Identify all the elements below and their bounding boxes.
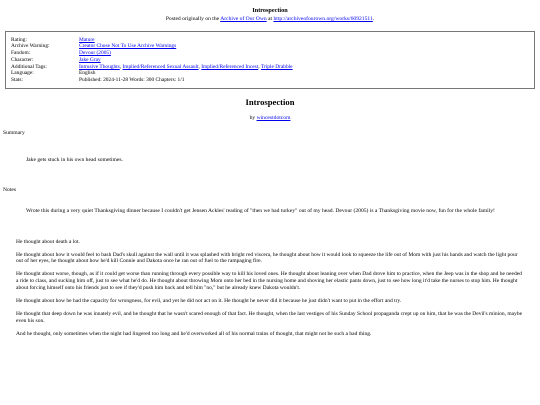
archive-link[interactable]: Archive of Our Own xyxy=(220,15,267,22)
story-paragraph: He thought about how it would feel to bash Dad's skull against the wall until it was splashed with bright red viscera, he thought about how it would look to squeeze the life out of Mom with just his hands and watch the light pour out of her eyes, he thought about how he'd kill Connie and Dakota once he ran out of fuel to the rampaging fire. xyxy=(16,251,518,265)
tag-link[interactable]: Intrusive Thoughts xyxy=(79,63,120,70)
byline xyxy=(0,115,540,122)
work-meta-box xyxy=(5,31,535,89)
tag-link[interactable]: Implied/Referenced Incest xyxy=(201,63,259,70)
author-link[interactable]: wincestdotcom xyxy=(256,114,291,121)
warning-label: Archive Warning: xyxy=(11,43,50,50)
character-label: Character: xyxy=(11,56,34,63)
story-paragraph: He thought about how he had the capacity for wrongness, for evil, and yet he did not act on it. He thought he never did it because he just didn't want to put in the effort and try. xyxy=(16,297,402,304)
meta-character-row xyxy=(6,57,534,64)
posted-suffix: . xyxy=(372,15,375,22)
tag-link[interactable]: Implied/Referenced Sexual Assault xyxy=(122,63,199,70)
character-link[interactable]: Jake Gray xyxy=(79,56,101,63)
stats-label: Stats: xyxy=(11,77,23,84)
stats-value: Published: 2024-11-28 Words: 300 Chapters: 1/1 xyxy=(79,77,185,84)
story-paragraph: He thought that deep down he was innately evil, and he thought that he wasn't scared enough of that fact. He thought, when the last vestiges of his Sunday School propaganda crept up on him, that he was the Devil's minion, maybe even his son. xyxy=(16,310,523,324)
language-label: Language: xyxy=(11,70,34,77)
story-body xyxy=(0,239,540,338)
rating-label: Rating: xyxy=(11,36,27,43)
warning-link[interactable]: Creator Chose Not To Use Archive Warnings xyxy=(79,43,177,50)
posted-mid: at xyxy=(266,15,274,22)
fandom-link[interactable]: Devour (2005) xyxy=(79,50,111,57)
story-paragraph: He thought about worse, though, as if it could get worse than running through every possible way to kill his loved ones. He thought about leaning over when Dad drove him to practice, when the Jeep was in the shop and he needed a ride to class, and sucking him off, just to see what he'd do. He thought about throwing Mom onto her bed in the nursing home and shoving her elastic pants down, just to see how long it'd take the nurses to stop him. He thought about forcing himself onto his friends just to see if they'd push him back and tell him "no," but he already knew Dakota wouldn't. xyxy=(16,271,522,292)
meta-fandom-row xyxy=(6,50,534,57)
meta-language-row xyxy=(6,70,534,77)
summary-text: Jake gets stuck in his own head sometimes. xyxy=(26,156,123,163)
summary-heading: Summary xyxy=(3,129,25,136)
rating-link[interactable]: Mature xyxy=(79,36,95,43)
document-header xyxy=(0,0,540,23)
notes-text: Wrote this during a very quiet Thanksgiving dinner because I couldn't get Jensen Ackles' reading of "then we had turkey" out of my head. Devour (2005) is a Thanksgiving movie now, fun for the whole family! xyxy=(26,207,495,214)
header-title: Introspection xyxy=(252,7,288,14)
meta-rating-row xyxy=(6,37,534,44)
story-paragraph: And he thought, only sometimes when the night had lingered too long and he'd overworked all of his normal trains of thought, that might not be such a bad thing. xyxy=(16,330,372,337)
work-title: Introspection xyxy=(245,96,295,107)
story-paragraph: He thought about death a lot. xyxy=(16,238,80,245)
byline-prefix: by xyxy=(249,114,257,121)
posted-line xyxy=(0,16,540,23)
meta-stats-row xyxy=(6,77,534,84)
tags-label: Additional Tags: xyxy=(11,63,47,70)
tag-link[interactable]: Triple Drabble xyxy=(260,63,293,70)
notes-heading: Notes xyxy=(3,186,17,193)
language-value: English xyxy=(79,70,96,77)
posted-prefix: Posted originally on the xyxy=(165,15,221,22)
fandom-label: Fandom: xyxy=(11,50,31,57)
meta-tags-row: Additional Tags: Intrusive Thoughts, Implied/Referenced Sexual Assault, Implied/Referenced Incest, Triple Drabble xyxy=(6,64,534,71)
work-url-link[interactable]: http://archiveofourown.org/works/60921511 xyxy=(273,15,373,22)
